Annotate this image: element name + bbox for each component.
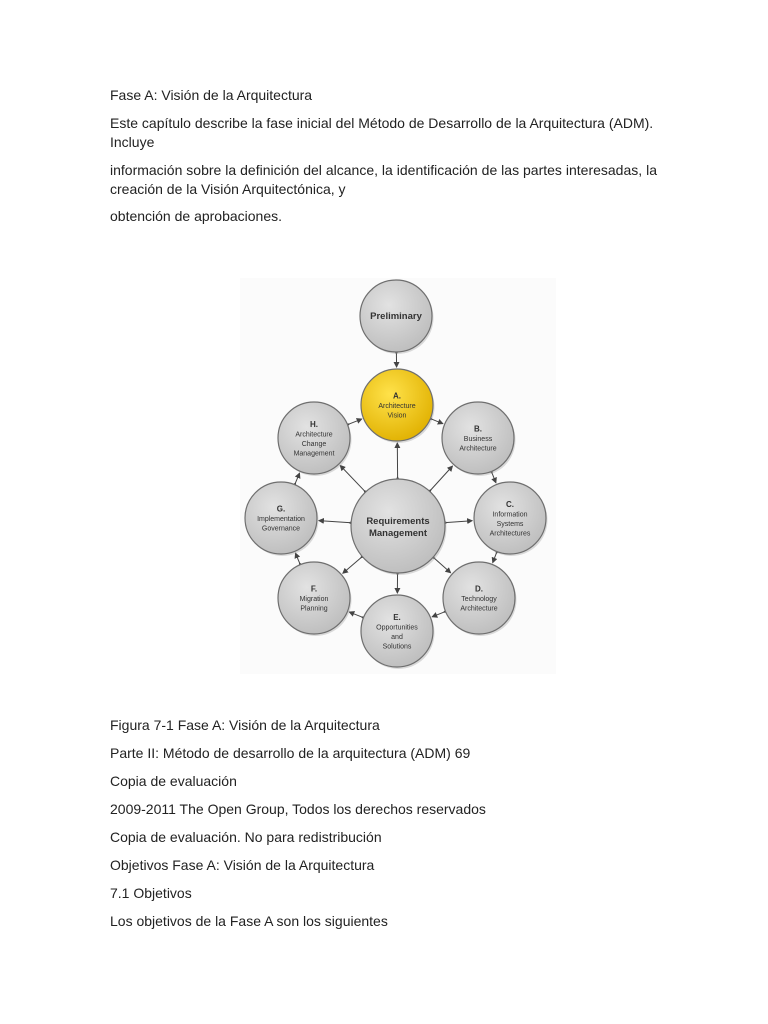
intro-paragraph-3: obtención de aprobaciones.	[110, 208, 283, 224]
intro-paragraph-2: información sobre la definición del alcance, la identificación de las partes interesadas, la creación de la Visión Arquitectónica, y	[110, 162, 657, 197]
node-center-label-1: Requirements	[366, 516, 430, 527]
node-g-line-2: Governance	[261, 525, 301, 533]
node-preliminary-label: Preliminary	[370, 311, 422, 322]
node-a-letter: A.	[393, 391, 401, 401]
node-c-letter: C.	[506, 499, 514, 509]
figure-caption: Figura 7-1 Fase A: Visión de la Arquitectura	[110, 717, 380, 733]
node-e-line-3: Solutions	[382, 643, 412, 651]
redistribution-note: Copia de evaluación. No para redistribución	[110, 829, 382, 845]
node-c-line-3: Architectures	[489, 530, 531, 538]
node-b-letter: B.	[474, 424, 482, 434]
page-heading: Fase A: Visión de la Arquitectura	[110, 87, 313, 103]
part-line: Parte II: Método de desarrollo de la arquitectura (ADM) 69	[110, 745, 471, 761]
node-g-letter: G.	[276, 504, 286, 514]
node-requirements-management	[351, 479, 447, 575]
node-f-letter: F.	[310, 584, 318, 594]
objectives-intro: Los objetivos de la Fase A son los siguientes	[110, 913, 388, 929]
node-f-line-2: Planning	[300, 605, 328, 613]
node-e-line-2: and	[391, 633, 403, 641]
node-a-line-2: Vision	[387, 412, 407, 420]
copyright-line: 2009-2011 The Open Group, Todos los derechos reservados	[110, 801, 486, 817]
node-b-line-2: Architecture	[459, 445, 497, 453]
node-b-line-1: Business	[463, 436, 493, 443]
node-c-line-1: Information	[492, 511, 528, 519]
node-d-line-1: Technology	[461, 596, 497, 603]
node-d-letter: D.	[475, 584, 483, 594]
node-h-line-3: Management	[293, 450, 335, 458]
objectives-title: Objetivos Fase A: Visión de la Arquitectura	[110, 857, 375, 873]
intro-paragraph-1: Este capítulo describe la fase inicial del Método de Desarrollo de la Arquitectura (ADM). Incluye	[110, 115, 654, 150]
adm-cycle-diagram	[240, 278, 556, 674]
section-heading: 7.1 Objetivos	[110, 885, 192, 901]
node-center-label-2: Management	[368, 528, 428, 539]
node-d-line-2: Architecture	[460, 605, 498, 613]
node-f-line-1: Migration	[299, 596, 329, 603]
node-g-line-1: Implementation	[257, 516, 305, 523]
node-a-line-1: Architecture	[378, 403, 416, 410]
node-h-letter: H.	[310, 419, 318, 429]
node-h-line-2: Change	[301, 440, 327, 448]
evaluation-copy-note: Copia de evaluación	[110, 773, 237, 789]
node-e-letter: E.	[393, 612, 401, 622]
node-c-line-2: Systems	[496, 520, 524, 528]
node-h-line-1: Architecture	[295, 431, 333, 439]
node-e-line-1: Opportunities	[376, 624, 418, 632]
